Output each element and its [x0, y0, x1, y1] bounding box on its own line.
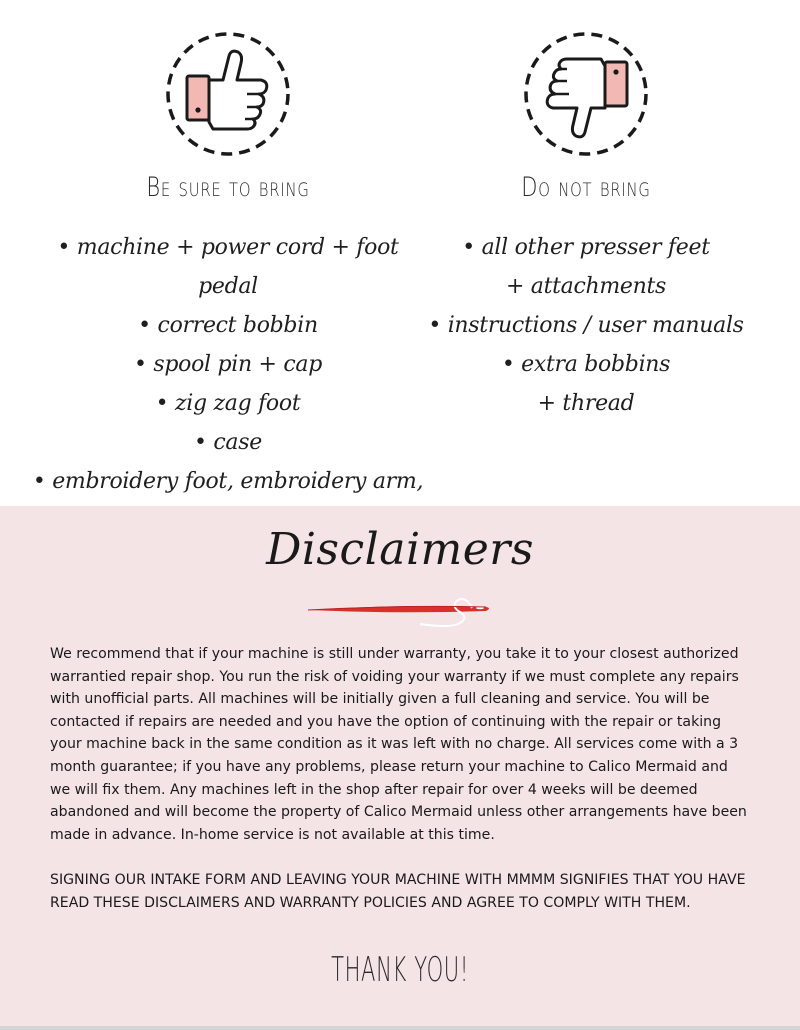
not-bring-heading: Do not bring [521, 172, 651, 203]
list-item: • case [194, 430, 262, 455]
list-item: • machine + power cord + foot pedal [57, 235, 399, 299]
list-item: • embroidery foot, embroidery arm, [32, 469, 424, 494]
bottom-edge [0, 1026, 800, 1030]
disclaimer-paragraph: We recommend that if your machine is still under warranty, you take it to your closest authorized warrantied repair shop. You run the risk of voiding your warranty if we must complete any repairs with unofficial parts. All machines will be initially given a full cleaning and service. You will be contacted if repairs are needed and you have the option of continuing with the repair or taking your machine back in the same condition as it was left with no charge. All services come with a 3 month guarantee; if you have any problems, please return your machine to Calico Mermaid and we will fix them. Any machines left in the shop after repair for over 4 weeks will be deemed abandoned and will become the property of Calico Mermaid unless other arrangements have been made in advance. In-home service is not available at this time. [50, 646, 747, 843]
list-item: • instructions / user manuals [428, 313, 744, 338]
bring-heading: Be sure to bring [146, 172, 310, 203]
checklist-section [0, 0, 800, 506]
list-item: + thread [537, 391, 635, 416]
bring-list [28, 228, 428, 540]
thumbs-down-icon [521, 30, 651, 158]
list-item: • extra bobbins [501, 352, 671, 377]
list-item: • all other presser feet [462, 235, 710, 260]
disclaimers-title: Disclaimers [266, 524, 534, 575]
agreement-paragraph: SIGNING OUR INTAKE FORM AND LEAVING YOUR MACHINE WITH MMMM SIGNIFIES THAT YOU HAVE READ THESE DISCLAIMERS AND WARRANTY POLICIES AND AGREE TO COMPLY WITH THEM. [50, 872, 746, 911]
sewing-needle-icon [300, 590, 500, 630]
thumbs-up-icon [163, 30, 293, 158]
not-bring-list [386, 228, 786, 423]
thank-you: THANK YOU! [331, 950, 469, 990]
list-item: + attachments [505, 274, 667, 299]
list-item: • spool pin + cap [134, 352, 322, 377]
list-item: • zig zag foot [155, 391, 301, 416]
list-item: • correct bobbin [138, 313, 318, 338]
